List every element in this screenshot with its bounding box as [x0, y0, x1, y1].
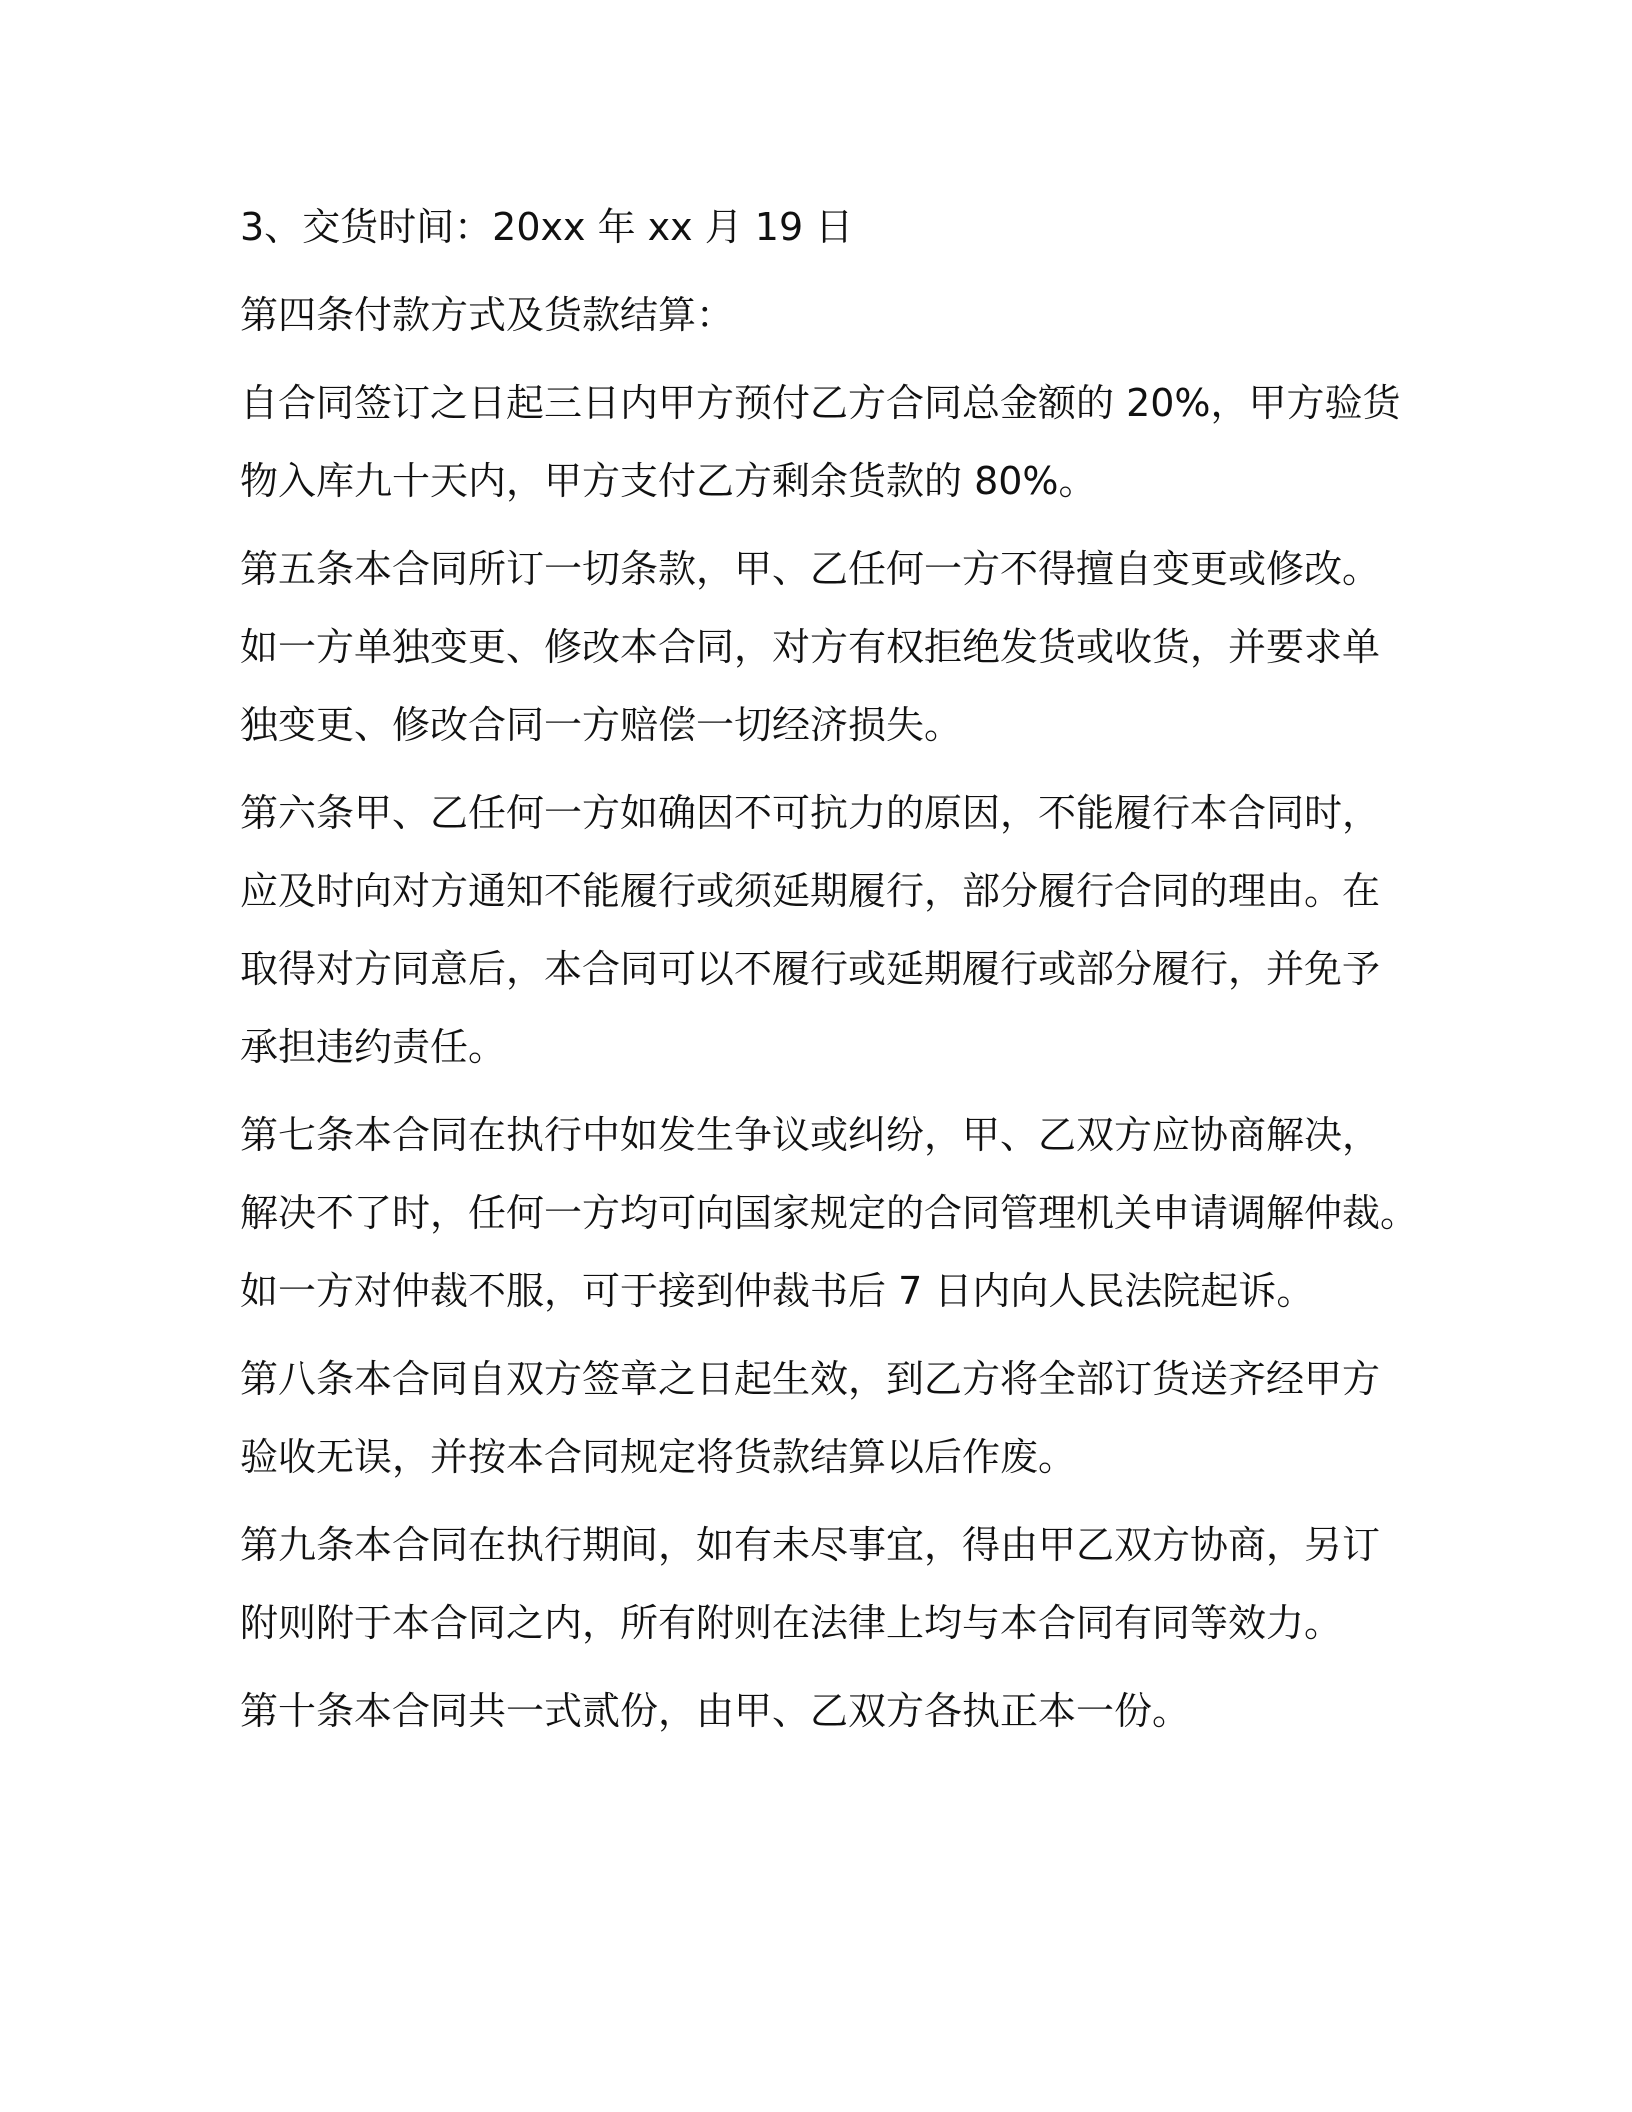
paragraph-article-6	[240, 774, 1400, 1086]
text-line: 第八条本合同自双方签章之日起生效，到乙方将全部订货送齐经甲方	[240, 1357, 1381, 1401]
text-line: 第十条本合同共一式贰份，由甲、乙双方各执正本一份。	[240, 1689, 1191, 1733]
text-line: 验收无误，并按本合同规定将货款结算以后作废。	[240, 1435, 1077, 1479]
text-line: 物入库九十天内，甲方支付乙方剩余货款的 80%。	[240, 459, 1097, 503]
text-line: 自合同签订之日起三日内甲方预付乙方合同总金额的 20%，甲方验货	[240, 381, 1401, 425]
text-line: 承担违约责任。	[240, 1025, 507, 1069]
text-line: 解决不了时，任何一方均可向国家规定的合同管理机关申请调解仲裁。	[240, 1191, 1419, 1235]
text-line: 附则附于本合同之内，所有附则在法律上均与本合同有同等效力。	[240, 1601, 1343, 1645]
text-line: 独变更、修改合同一方赔偿一切经济损失。	[240, 703, 963, 747]
text-line: 取得对方同意后，本合同可以不履行或延期履行或部分履行，并免予	[240, 947, 1381, 991]
text-line: 如一方对仲裁不服，可于接到仲裁书后 7 日内向人民法院起诉。	[240, 1269, 1315, 1313]
paragraph-article-7	[240, 1096, 1419, 1330]
text-line: 第五条本合同所订一切条款，甲、乙任何一方不得擅自变更或修改。	[240, 547, 1381, 591]
text-line: 第七条本合同在执行中如发生争议或纠纷，甲、乙双方应协商解决，	[240, 1113, 1381, 1157]
text-line: 3、交货时间：20xx 年 xx 月 19 日	[240, 205, 854, 249]
text-line: 第九条本合同在执行期间，如有未尽事宜，得由甲乙双方协商，另订	[240, 1523, 1381, 1567]
text-line: 第四条付款方式及货款结算：	[240, 293, 735, 337]
paragraph-article-10	[240, 1672, 1400, 1750]
text-line: 应及时向对方通知不能履行或须延期履行，部分履行合同的理由。在	[240, 869, 1381, 913]
paragraph-article-4-heading	[240, 276, 1400, 354]
paragraph-payment-terms	[240, 364, 1400, 520]
text-line: 第六条甲、乙任何一方如确因不可抗力的原因，不能履行本合同时，	[240, 791, 1381, 835]
document-body	[240, 188, 1419, 1760]
text-line: 如一方单独变更、修改本合同，对方有权拒绝发货或收货，并要求单	[240, 625, 1381, 669]
paragraph-delivery-time	[240, 188, 1400, 266]
paragraph-article-8	[240, 1340, 1400, 1496]
paragraph-article-5	[240, 530, 1400, 764]
paragraph-article-9	[240, 1506, 1400, 1662]
